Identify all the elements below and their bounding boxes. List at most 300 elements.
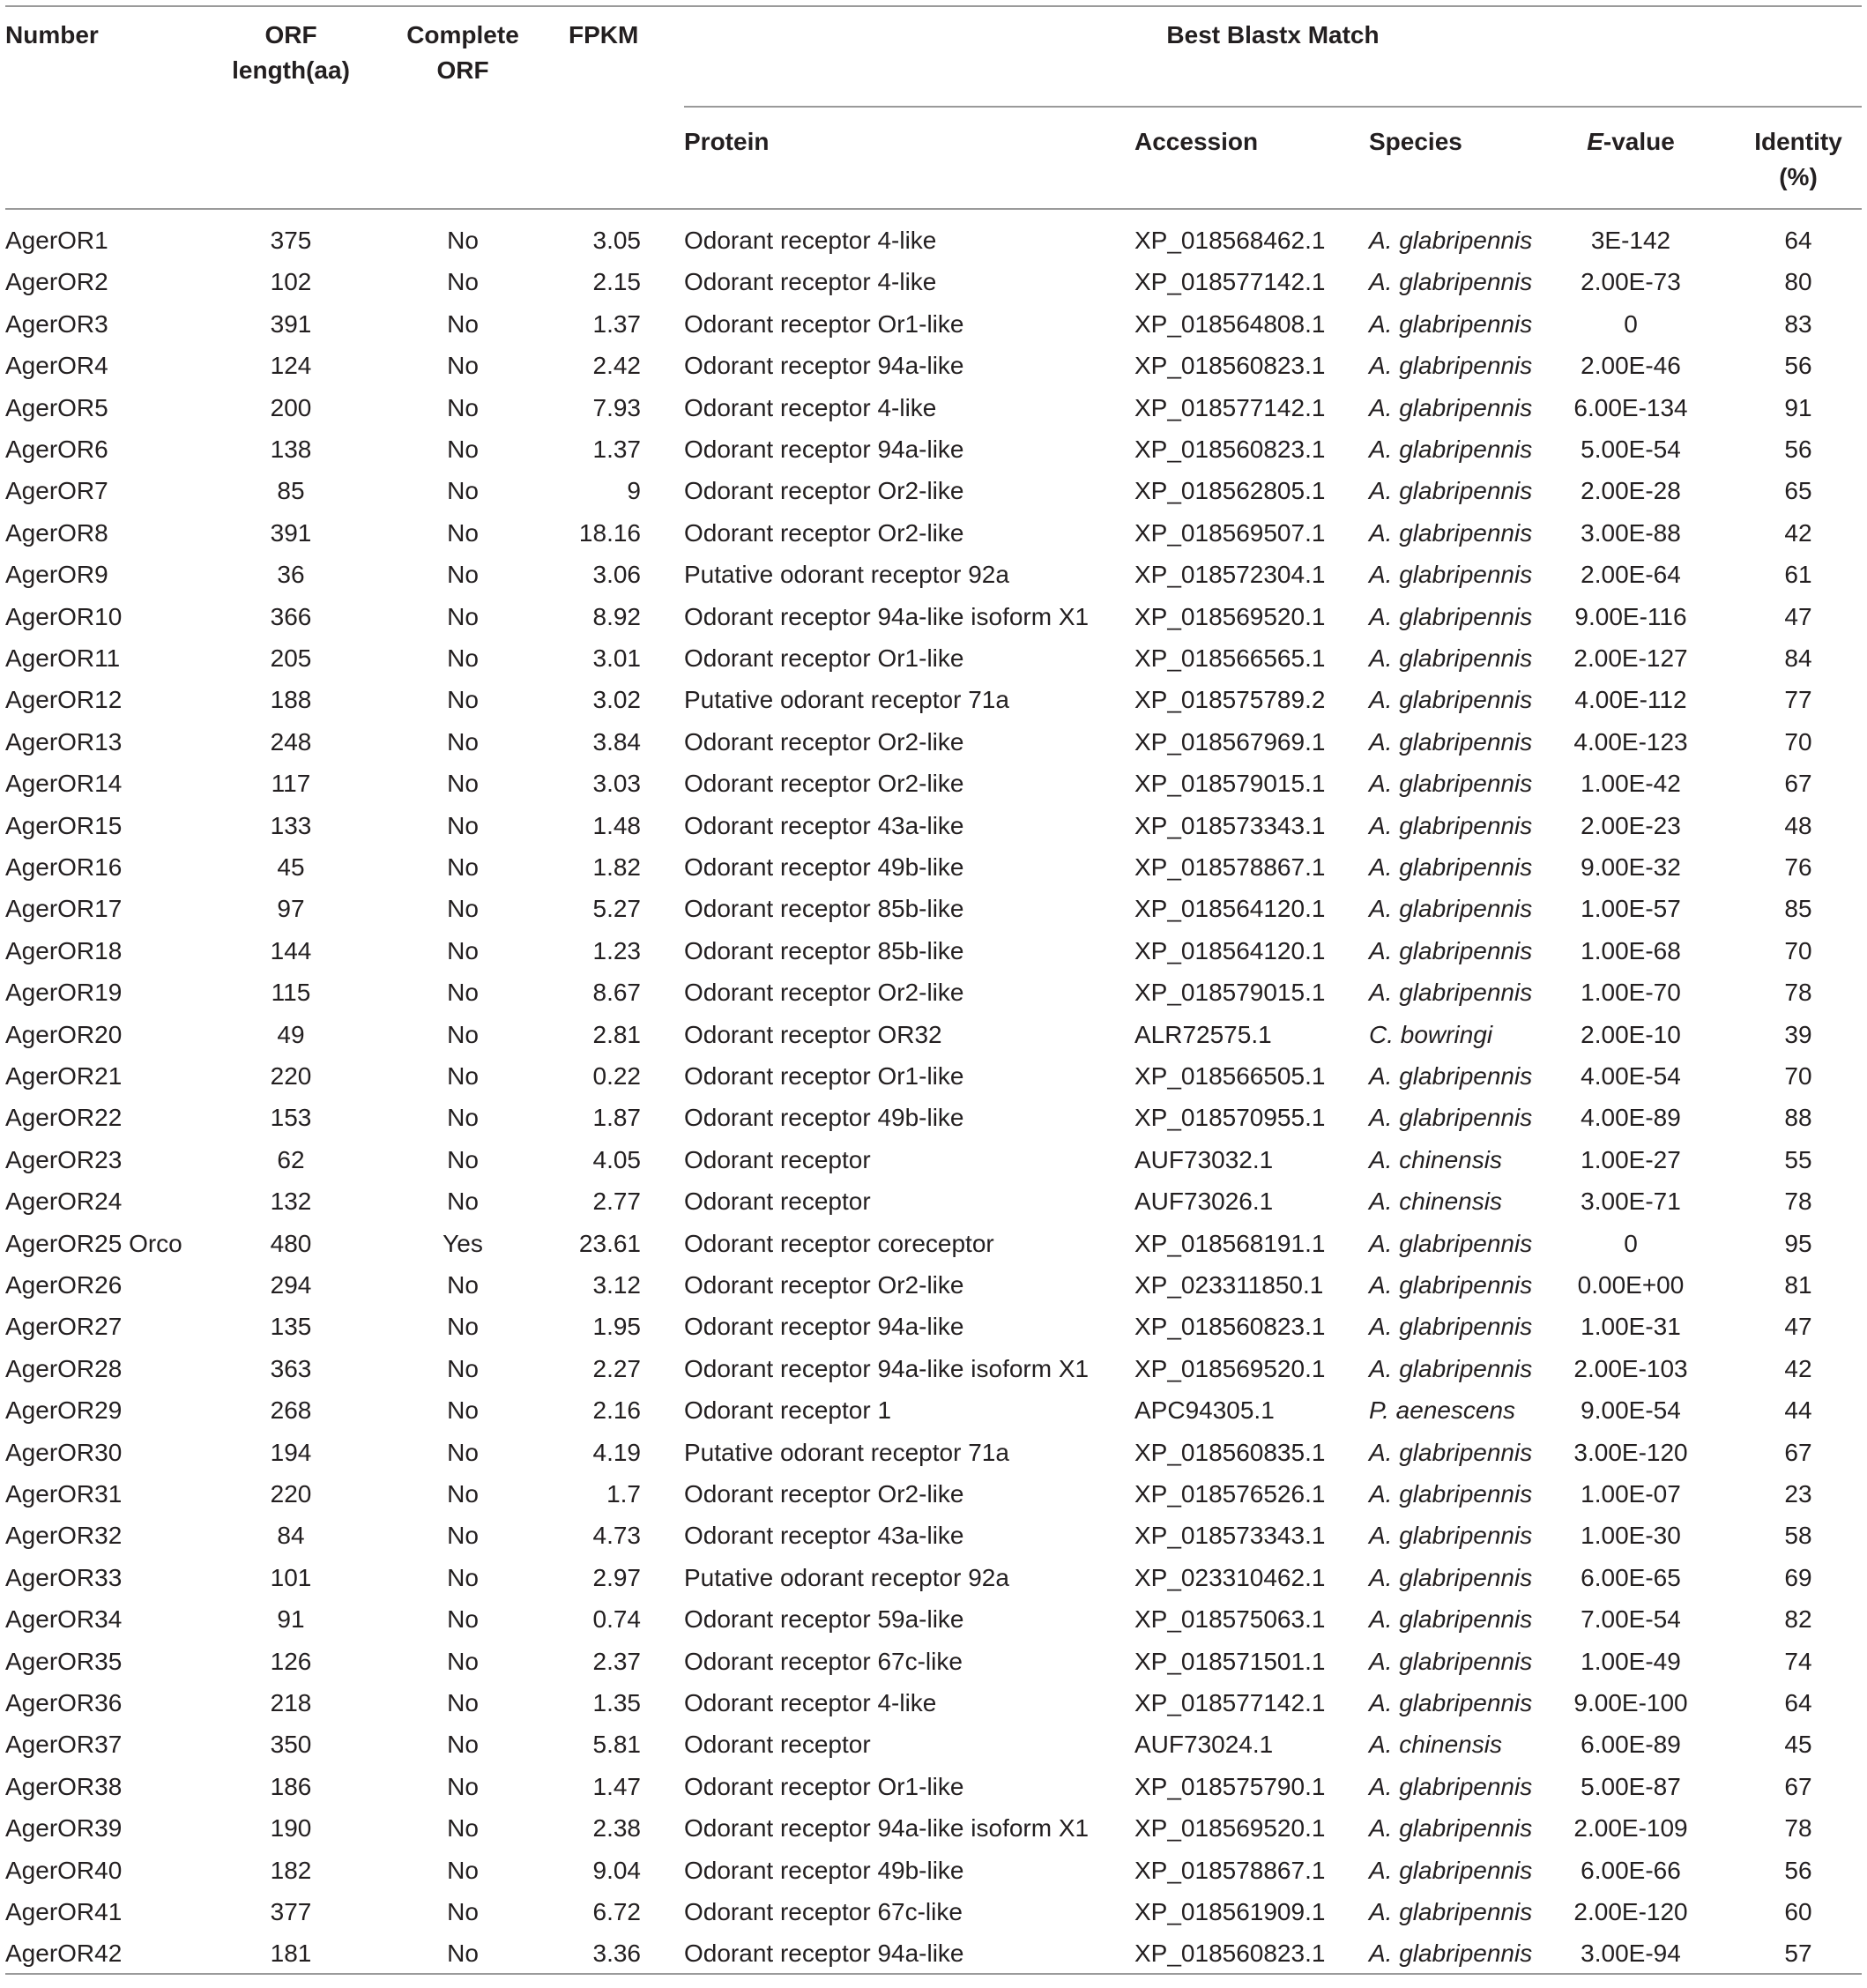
cell-protein: Odorant receptor Or1-like (684, 644, 964, 672)
cell-complete-orf: No (447, 1020, 479, 1048)
cell-fpkm: 3.12 (592, 1271, 641, 1299)
cell-protein: Odorant receptor 85b-like (684, 895, 964, 923)
cell-number: AgerOR29 (5, 1396, 123, 1425)
cell-species: A. glabripennis (1369, 686, 1533, 714)
cell-species: A. glabripennis (1369, 1772, 1533, 1800)
header-orf-line1: ORF (264, 21, 317, 48)
cell-orf-length: 268 (270, 1396, 312, 1425)
cell-evalue: 6.00E-134 (1573, 393, 1688, 421)
cell-complete-orf: No (447, 1563, 479, 1591)
cell-protein: Odorant receptor Or2-like (684, 518, 964, 547)
cell-protein: Odorant receptor 94a-like (684, 1313, 964, 1341)
table-row (0, 220, 1867, 261)
cell-fpkm: 2.97 (592, 1563, 641, 1591)
cell-number: AgerOR17 (5, 895, 123, 923)
cell-number: AgerOR22 (5, 1104, 123, 1132)
cell-complete-orf: No (447, 979, 479, 1007)
cell-species: A. glabripennis (1369, 853, 1533, 881)
table-row (0, 1139, 1867, 1180)
cell-fpkm: 1.87 (592, 1104, 641, 1132)
cell-orf-length: 391 (270, 518, 312, 547)
cell-identity: 42 (1784, 1354, 1812, 1382)
table-row (0, 1598, 1867, 1640)
cell-evalue: 2.00E-109 (1573, 1814, 1688, 1843)
cell-protein: Odorant receptor coreceptor (684, 1229, 994, 1257)
cell-evalue: 1.00E-49 (1581, 1647, 1681, 1675)
header-accession: Accession (1134, 128, 1259, 155)
cell-fpkm: 0.22 (592, 1062, 641, 1090)
cell-fpkm: 1.37 (592, 309, 641, 338)
cell-orf-length: 377 (270, 1898, 312, 1925)
cell-number: AgerOR28 (5, 1354, 123, 1382)
cell-evalue: 6.00E-89 (1581, 1731, 1681, 1759)
cell-accession: AUF73024.1 (1134, 1731, 1274, 1759)
cell-number: AgerOR13 (5, 727, 123, 756)
cell-number: AgerOR32 (5, 1522, 123, 1550)
table-row (0, 721, 1867, 763)
cell-species: A. glabripennis (1369, 268, 1533, 296)
cell-orf-length: 117 (271, 770, 311, 798)
header-identity-line1: Identity (1754, 128, 1842, 155)
header-evalue (1560, 124, 1701, 160)
cell-number: AgerOR19 (5, 979, 123, 1007)
cell-evalue: 4.00E-123 (1573, 727, 1688, 756)
cell-complete-orf: No (447, 1188, 479, 1216)
cell-number: AgerOR38 (5, 1772, 123, 1800)
cell-accession: XP_018567969.1 (1134, 727, 1326, 756)
cell-fpkm: 1.95 (592, 1313, 641, 1341)
cell-identity: 74 (1784, 1647, 1812, 1675)
cell-protein: Odorant receptor 94a-like (684, 436, 964, 463)
cell-orf-length: 186 (270, 1772, 312, 1800)
cell-accession: XP_018576526.1 (1134, 1480, 1326, 1508)
cell-fpkm: 2.77 (592, 1188, 641, 1216)
table-row (0, 512, 1867, 554)
top-rule (5, 5, 1862, 7)
cell-complete-orf: No (447, 770, 479, 798)
cell-accession: XP_018564120.1 (1134, 936, 1326, 964)
cell-species: A. glabripennis (1369, 727, 1533, 756)
cell-complete-orf: No (447, 1940, 479, 1968)
cell-complete-orf: No (447, 1313, 479, 1341)
cell-complete-orf: No (447, 602, 479, 630)
table-row (0, 1766, 1867, 1807)
cell-evalue: 1.00E-07 (1581, 1480, 1681, 1508)
cell-identity: 83 (1784, 309, 1812, 338)
table-row (0, 1014, 1867, 1055)
header-complete-line2: ORF (436, 56, 489, 84)
cell-evalue: 1.00E-57 (1581, 895, 1681, 923)
cell-species: A. glabripennis (1369, 1898, 1533, 1925)
cell-accession: AUF73026.1 (1134, 1188, 1274, 1216)
cell-number: AgerOR41 (5, 1898, 123, 1925)
cell-fpkm: 0.74 (592, 1605, 641, 1634)
cell-fpkm: 1.48 (592, 811, 641, 839)
cell-protein: Odorant receptor Or2-like (684, 477, 964, 505)
table-row (0, 1807, 1867, 1849)
cell-protein: Odorant receptor 67c-like (684, 1647, 963, 1675)
cell-evalue: 2.00E-64 (1581, 561, 1681, 589)
cell-complete-orf: No (447, 1104, 479, 1132)
cell-identity: 95 (1784, 1229, 1812, 1257)
cell-evalue: 2.00E-127 (1573, 644, 1688, 672)
cell-evalue: 1.00E-27 (1581, 1145, 1681, 1173)
cell-accession: XP_018577142.1 (1134, 1689, 1326, 1716)
cell-accession: XP_018564808.1 (1134, 309, 1326, 338)
cell-accession: XP_018561909.1 (1134, 1898, 1326, 1925)
cell-orf-length: 124 (270, 352, 312, 380)
cell-accession: XP_018579015.1 (1134, 770, 1326, 798)
cell-number: AgerOR1 (5, 227, 108, 254)
cell-fpkm: 8.92 (592, 602, 641, 630)
cell-identity: 81 (1784, 1271, 1812, 1299)
cell-species: A. glabripennis (1369, 309, 1533, 338)
cell-evalue: 2.00E-120 (1573, 1898, 1688, 1925)
cell-identity: 48 (1784, 811, 1812, 839)
cell-species: A. glabripennis (1369, 1104, 1533, 1132)
cell-orf-length: 91 (277, 1605, 305, 1634)
cell-fpkm: 2.38 (592, 1814, 641, 1843)
cell-accession: XP_018577142.1 (1134, 393, 1326, 421)
cell-number: AgerOR33 (5, 1563, 123, 1591)
cell-species: A. glabripennis (1369, 1522, 1533, 1550)
cell-species: A. glabripennis (1369, 561, 1533, 589)
cell-identity: 67 (1784, 770, 1812, 798)
cell-number: AgerOR25 Orco (5, 1229, 182, 1257)
cell-species: A. glabripennis (1369, 811, 1533, 839)
cell-number: AgerOR20 (5, 1020, 123, 1048)
cell-protein: Odorant receptor Or2-like (684, 1480, 964, 1508)
table-row (0, 679, 1867, 720)
cell-evalue: 0 (1624, 309, 1638, 338)
cell-orf-length: 97 (277, 895, 305, 923)
cell-number: AgerOR35 (5, 1647, 123, 1675)
cell-protein: Odorant receptor 4-like (684, 227, 937, 254)
cell-identity: 78 (1784, 1188, 1812, 1216)
cell-fpkm: 4.05 (592, 1145, 641, 1173)
cell-identity: 78 (1784, 979, 1812, 1007)
cell-protein: Putative odorant receptor 92a (684, 1563, 1009, 1591)
cell-number: AgerOR10 (5, 602, 123, 630)
cell-accession: XP_018569520.1 (1134, 1814, 1326, 1843)
cell-orf-length: 218 (270, 1689, 312, 1716)
cell-orf-length: 135 (270, 1313, 312, 1341)
cell-orf-length: 133 (270, 811, 312, 839)
cell-fpkm: 8.67 (592, 979, 641, 1007)
cell-evalue: 7.00E-54 (1581, 1605, 1681, 1634)
cell-evalue: 1.00E-30 (1581, 1522, 1681, 1550)
cell-accession: XP_018573343.1 (1134, 811, 1326, 839)
cell-evalue: 3.00E-88 (1581, 518, 1681, 547)
cell-fpkm: 9 (627, 477, 641, 505)
cell-number: AgerOR30 (5, 1438, 123, 1466)
cell-number: AgerOR14 (5, 770, 123, 798)
cell-accession: XP_018572304.1 (1134, 561, 1326, 589)
cell-fpkm: 2.15 (592, 268, 641, 296)
cell-orf-length: 375 (270, 227, 312, 254)
cell-identity: 60 (1784, 1898, 1812, 1925)
cell-species: P. aenescens (1369, 1396, 1516, 1425)
table-row (0, 1850, 1867, 1891)
cell-species: A. glabripennis (1369, 1563, 1533, 1591)
cell-species: A. glabripennis (1369, 1313, 1533, 1341)
cell-complete-orf: No (447, 1856, 479, 1884)
cell-evalue: 5.00E-87 (1581, 1772, 1681, 1800)
cell-number: AgerOR37 (5, 1731, 123, 1759)
cell-number: AgerOR2 (5, 268, 108, 296)
cell-evalue: 2.00E-46 (1581, 352, 1681, 380)
cell-accession: ALR72575.1 (1134, 1020, 1272, 1048)
cell-species: A. glabripennis (1369, 936, 1533, 964)
cell-fpkm: 3.01 (592, 644, 641, 672)
cell-complete-orf: No (447, 561, 479, 589)
cell-protein: Odorant receptor 85b-like (684, 936, 964, 964)
table-row (0, 1724, 1867, 1765)
cell-evalue: 9.00E-54 (1581, 1396, 1681, 1425)
header-orf-length (220, 18, 361, 88)
cell-species: A. glabripennis (1369, 1689, 1533, 1716)
cell-protein: Putative odorant receptor 92a (684, 561, 1009, 589)
cell-fpkm: 1.23 (592, 936, 641, 964)
cell-protein: Odorant receptor 59a-like (684, 1605, 964, 1634)
header-orf-line2: length(aa) (232, 56, 350, 84)
cell-orf-length: 366 (270, 602, 312, 630)
cell-accession: XP_018569520.1 (1134, 1354, 1326, 1382)
cell-protein: Odorant receptor Or1-like (684, 1772, 964, 1800)
cell-protein: Odorant receptor 94a-like isoform X1 (684, 602, 1090, 630)
cell-identity: 70 (1784, 936, 1812, 964)
cell-protein: Odorant receptor Or2-like (684, 1271, 964, 1299)
cell-number: AgerOR42 (5, 1940, 123, 1968)
cell-identity: 70 (1784, 1062, 1812, 1090)
cell-accession: XP_018569520.1 (1134, 602, 1326, 630)
cell-species: C. bowringi (1369, 1020, 1493, 1048)
cell-identity: 67 (1784, 1772, 1812, 1800)
cell-accession: XP_018566565.1 (1134, 644, 1326, 672)
cell-identity: 45 (1784, 1731, 1812, 1759)
cell-orf-length: 190 (270, 1814, 312, 1843)
table-row (0, 1264, 1867, 1306)
cell-evalue: 1.00E-31 (1581, 1313, 1681, 1341)
cell-complete-orf: No (447, 1396, 479, 1425)
cell-accession: XP_018560823.1 (1134, 1313, 1326, 1341)
cell-orf-length: 126 (270, 1647, 312, 1675)
cell-orf-length: 294 (270, 1271, 312, 1299)
header-complete-line1: Complete (406, 21, 519, 48)
cell-orf-length: 391 (270, 309, 312, 338)
cell-identity: 42 (1784, 518, 1812, 547)
cell-protein: Odorant receptor 94a-like (684, 352, 964, 380)
cell-evalue: 2.00E-23 (1581, 811, 1681, 839)
table-row (0, 1389, 1867, 1431)
cell-protein: Odorant receptor 49b-like (684, 1856, 964, 1884)
cell-species: A. glabripennis (1369, 227, 1533, 254)
cell-identity: 47 (1784, 1313, 1812, 1341)
cell-complete-orf: No (447, 895, 479, 923)
table-row (0, 428, 1867, 470)
cell-complete-orf: No (447, 1731, 479, 1759)
cell-orf-length: 205 (270, 644, 312, 672)
cell-evalue: 6.00E-66 (1581, 1856, 1681, 1884)
header-protein: Protein (684, 128, 770, 155)
cell-identity: 82 (1784, 1605, 1812, 1634)
cell-accession: XP_018579015.1 (1134, 979, 1326, 1007)
cell-complete-orf: No (447, 1354, 479, 1382)
cell-species: A. glabripennis (1369, 602, 1533, 630)
cell-number: AgerOR3 (5, 309, 108, 338)
cell-evalue: 3.00E-94 (1581, 1940, 1681, 1968)
cell-species: A. glabripennis (1369, 644, 1533, 672)
cell-accession: XP_018560835.1 (1134, 1438, 1326, 1466)
cell-identity: 80 (1784, 268, 1812, 296)
cell-fpkm: 5.27 (592, 895, 641, 923)
cell-evalue: 9.00E-116 (1574, 602, 1687, 630)
header-number: Number (5, 21, 99, 48)
cell-fpkm: 1.7 (606, 1480, 641, 1508)
cell-accession: XP_023311850.1 (1134, 1271, 1324, 1299)
cell-accession: XP_018577142.1 (1134, 268, 1326, 296)
cell-evalue: 9.00E-32 (1581, 853, 1681, 881)
cell-number: AgerOR36 (5, 1689, 123, 1716)
cell-complete-orf: No (447, 1898, 479, 1925)
cell-orf-length: 181 (270, 1940, 312, 1968)
cell-species: A. glabripennis (1369, 1062, 1533, 1090)
header-complete-orf (392, 18, 533, 88)
cell-species: A. glabripennis (1369, 1814, 1533, 1843)
table-row (0, 261, 1867, 302)
cell-orf-length: 182 (270, 1856, 312, 1884)
cell-identity: 47 (1784, 602, 1812, 630)
cell-complete-orf: No (447, 518, 479, 547)
cell-protein: Odorant receptor Or1-like (684, 309, 964, 338)
cell-protein: Odorant receptor 94a-like (684, 1940, 964, 1968)
cell-complete-orf: No (447, 1522, 479, 1550)
cell-accession: XP_018560823.1 (1134, 436, 1326, 463)
cell-orf-length: 144 (270, 936, 312, 964)
cell-number: AgerOR40 (5, 1856, 123, 1884)
table-row (0, 805, 1867, 846)
cell-complete-orf: No (447, 644, 479, 672)
cell-protein: Odorant receptor Or2-like (684, 979, 964, 1007)
cell-protein: Odorant receptor 49b-like (684, 1104, 964, 1132)
cell-identity: 78 (1784, 1814, 1812, 1843)
header-identity-line2: (%) (1779, 163, 1818, 190)
table-row (0, 1473, 1867, 1515)
cell-fpkm: 2.16 (592, 1396, 641, 1425)
cell-species: A. chinensis (1369, 1188, 1502, 1216)
table-row (0, 1641, 1867, 1682)
table-row (0, 888, 1867, 929)
table-row (0, 1891, 1867, 1932)
cell-species: A. glabripennis (1369, 352, 1533, 380)
cell-protein: Odorant receptor 94a-like isoform X1 (684, 1354, 1090, 1382)
cell-fpkm: 1.82 (592, 853, 641, 881)
cell-evalue: 2.00E-103 (1573, 1354, 1688, 1382)
table-row (0, 303, 1867, 345)
cell-orf-length: 220 (270, 1062, 312, 1090)
cell-number: AgerOR4 (5, 352, 108, 380)
cell-number: AgerOR34 (5, 1605, 123, 1634)
cell-identity: 64 (1784, 1689, 1812, 1716)
cell-fpkm: 3.36 (592, 1940, 641, 1968)
cell-complete-orf: No (447, 309, 479, 338)
cell-species: A. glabripennis (1369, 1940, 1533, 1968)
cell-species: A. glabripennis (1369, 436, 1533, 463)
cell-accession: XP_018568462.1 (1134, 227, 1326, 254)
cell-accession: AUF73032.1 (1134, 1145, 1274, 1173)
cell-identity: 64 (1784, 227, 1812, 254)
cell-number: AgerOR11 (5, 644, 121, 672)
cell-evalue: 3.00E-71 (1581, 1188, 1681, 1216)
cell-complete-orf: No (447, 1480, 479, 1508)
cell-fpkm: 3.84 (592, 727, 641, 756)
cell-species: A. glabripennis (1369, 1229, 1533, 1257)
cell-orf-length: 115 (271, 979, 311, 1007)
cell-fpkm: 3.02 (592, 686, 641, 714)
cell-species: A. glabripennis (1369, 1480, 1533, 1508)
cell-fpkm: 3.03 (592, 770, 641, 798)
table-row (0, 470, 1867, 511)
cell-complete-orf: No (447, 1605, 479, 1634)
cell-species: A. glabripennis (1369, 1354, 1533, 1382)
cell-species: A. glabripennis (1369, 393, 1533, 421)
cell-protein: Odorant receptor Or2-like (684, 727, 964, 756)
cell-evalue: 2.00E-28 (1581, 477, 1681, 505)
cell-evalue: 1.00E-42 (1581, 770, 1681, 798)
header-evalue-rest: -value (1603, 128, 1675, 155)
table-row (0, 846, 1867, 888)
cell-complete-orf: No (447, 268, 479, 296)
cell-orf-length: 188 (270, 686, 312, 714)
table-row (0, 972, 1867, 1013)
cell-accession: XP_018560823.1 (1134, 352, 1326, 380)
cell-number: AgerOR26 (5, 1271, 123, 1299)
cell-orf-length: 153 (270, 1104, 312, 1132)
cell-protein: Odorant receptor (684, 1731, 871, 1759)
cell-evalue: 3E-142 (1590, 227, 1671, 254)
cell-fpkm: 2.27 (592, 1354, 641, 1382)
group-rule (684, 106, 1862, 108)
header-identity (1728, 124, 1867, 195)
cell-orf-length: 194 (270, 1438, 312, 1466)
cell-protein: Odorant receptor 4-like (684, 268, 937, 296)
cell-orf-length: 102 (270, 268, 312, 296)
cell-protein: Odorant receptor 43a-like (684, 1522, 964, 1550)
table-row (0, 554, 1867, 595)
cell-complete-orf: Yes (443, 1229, 483, 1257)
cell-identity: 56 (1784, 352, 1812, 380)
cell-number: AgerOR24 (5, 1188, 123, 1216)
cell-complete-orf: No (447, 1814, 479, 1843)
table-row (0, 1348, 1867, 1389)
cell-evalue: 4.00E-112 (1574, 686, 1687, 714)
cell-protein: Putative odorant receptor 71a (684, 1438, 1009, 1466)
cell-identity: 56 (1784, 1856, 1812, 1884)
table-row (0, 1932, 1867, 1974)
cell-identity: 88 (1784, 1104, 1812, 1132)
cell-fpkm: 2.42 (592, 352, 641, 380)
cell-number: AgerOR12 (5, 686, 123, 714)
table-row (0, 1306, 1867, 1347)
cell-identity: 65 (1784, 477, 1812, 505)
cell-number: AgerOR16 (5, 853, 123, 881)
cell-number: AgerOR23 (5, 1145, 123, 1173)
cell-number: AgerOR9 (5, 561, 108, 589)
cell-protein: Odorant receptor 4-like (684, 393, 937, 421)
cell-fpkm: 3.06 (592, 561, 641, 589)
cell-identity: 77 (1784, 686, 1812, 714)
cell-protein: Odorant receptor (684, 1145, 871, 1173)
